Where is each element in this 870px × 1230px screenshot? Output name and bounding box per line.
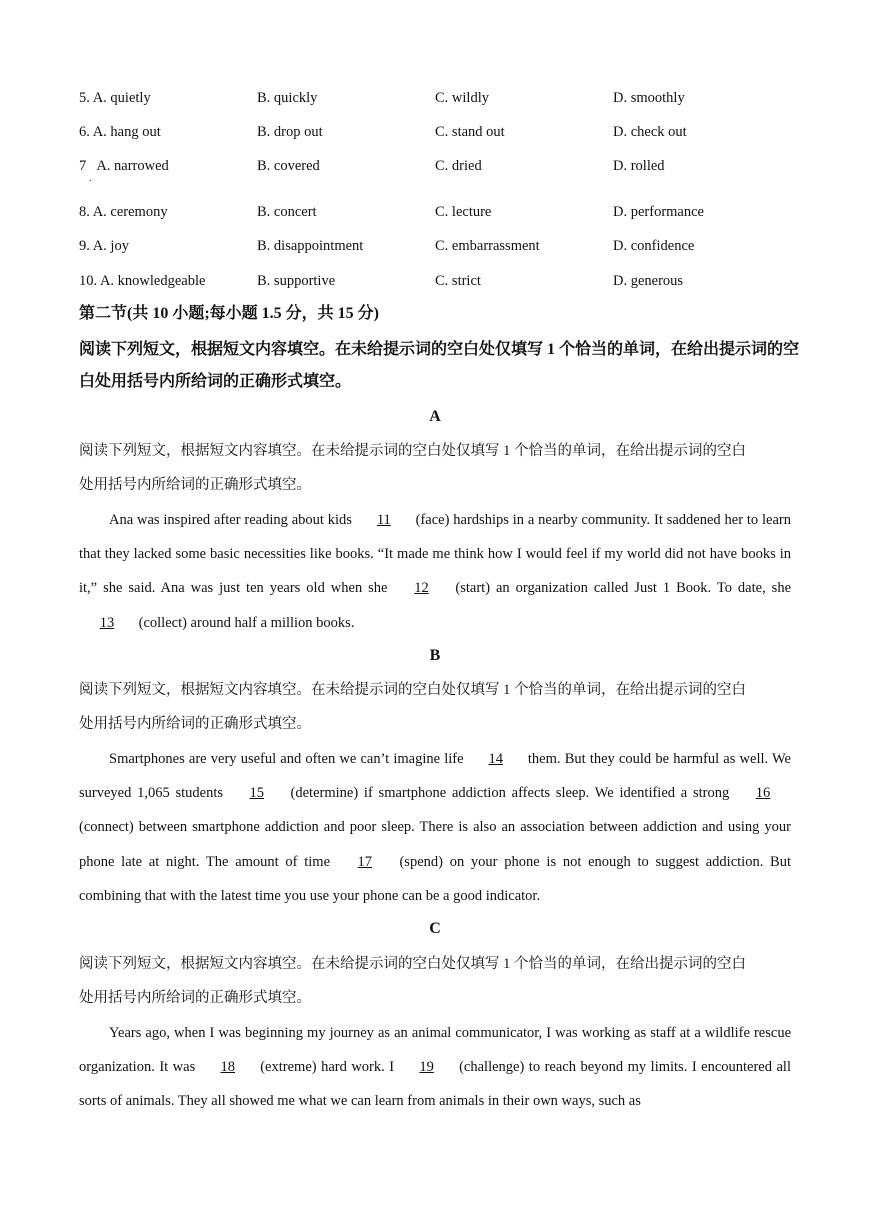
- option-c: C. lecture: [435, 204, 492, 220]
- option-b: B. drop out: [257, 124, 323, 140]
- option-a: 7 A. narrowed: [79, 158, 169, 174]
- passage-a-text: Ana was inspired after reading about kids 11 (face) hardships in a nearby community. It saddened her to learn that they lacked some basic necessities like books. “It made me think how I would feel if my world did not have books in it,” she said. Ana was just ten years old when she 12 (start) an organization called Just 1 Book. To date, she 13 (collect) around half a million books.: [79, 503, 791, 640]
- option-a: 5. A. quietly: [79, 90, 151, 106]
- option-d: D. rolled: [613, 158, 665, 174]
- option-d: D. generous: [613, 273, 684, 289]
- passage-instruction-line2: 处用括号内所给词的正确形式填空。: [79, 477, 311, 493]
- option-b: B. quickly: [257, 90, 318, 106]
- passage-instruction-line1: 阅读下列短文，根据短文内容填空。在未给提示词的空白处仅填写 1 个恰当的单词，在给出提示词的空白: [79, 443, 746, 459]
- option-row-6: [79, 124, 799, 144]
- blank-15[interactable]: 15: [249, 785, 265, 802]
- passage-instruction-line1: 阅读下列短文，根据短文内容填空。在未给提示词的空白处仅填写 1 个恰当的单词，在给出提示词的空白: [79, 956, 746, 972]
- stray-dot: .: [89, 173, 92, 184]
- option-a: 10. A. knowledgeable: [79, 273, 206, 289]
- option-row-7: [79, 158, 799, 184]
- option-c: C. wildly: [435, 90, 489, 106]
- option-row-5: [79, 90, 799, 110]
- passage-instruction-line1: 阅读下列短文，根据短文内容填空。在未给提示词的空白处仅填写 1 个恰当的单词，在给出提示词的空白: [79, 682, 746, 698]
- blank-18[interactable]: 18: [220, 1059, 235, 1076]
- option-row-10: [79, 273, 799, 293]
- option-d: D. smoothly: [613, 90, 685, 106]
- blank-11[interactable]: 11: [376, 512, 391, 528]
- option-a: 8. A. ceremony: [79, 204, 168, 220]
- blank-14[interactable]: 14: [488, 751, 503, 767]
- option-a: 6. A. hang out: [79, 124, 161, 140]
- passage-letter-a: A: [429, 408, 441, 425]
- blank-16[interactable]: 16: [755, 785, 771, 802]
- passage-letter-c: C: [429, 920, 441, 937]
- section-instructions: 阅读下列短文，根据短文内容填空。在未给提示词的空白处仅填写 1 个恰当的单词，在给出提示词的空白处用括号内所给词的正确形式填空。: [79, 341, 800, 390]
- passage-instruction-line2: 处用括号内所给词的正确形式填空。: [79, 716, 311, 732]
- passage-b-text: Smartphones are very useful and often we can’t imagine life 14 them. But they could be harmful as well. We surveyed 1,065 students 15 (determine) if smartphone addiction affects sleep. We identified a strong 16 (connect) between smartphone addiction and poor sleep. There is also an association between addiction and using your phone late at night. The amount of time 17 (spend) on your phone is not enough to suggest addiction. But combining that with the latest time you use your phone can be a good indicator.: [79, 742, 791, 913]
- blank-17[interactable]: 17: [357, 853, 372, 870]
- option-b: B. covered: [257, 158, 320, 174]
- blank-19[interactable]: 19: [419, 1059, 434, 1076]
- passage-instruction-line2: 处用括号内所给词的正确形式填空。: [79, 990, 311, 1006]
- blank-13[interactable]: 13: [99, 614, 115, 631]
- option-c: C. dried: [435, 158, 482, 174]
- passage-c-text: Years ago, when I was beginning my journey as an animal communicator, I was working as staff at a wildlife rescue organization. It was 18 (extreme) hard work. I 19 (challenge) to reach beyond my limits. I encountered all sorts of animals. They all showed me what we can learn from animals in their own ways, such as: [79, 1025, 791, 1110]
- section-title: 第二节(共 10 小题;每小题 1.5 分，共 15 分): [79, 305, 379, 322]
- option-c: C. embarrassment: [435, 238, 540, 254]
- option-b: B. disappointment: [257, 238, 364, 254]
- option-row-9: [79, 238, 799, 258]
- option-b: B. concert: [257, 204, 317, 220]
- passage-letter-b: B: [429, 647, 441, 664]
- blank-12[interactable]: 12: [414, 580, 429, 597]
- option-a: 9. A. joy: [79, 238, 129, 254]
- option-d: D. check out: [613, 124, 687, 140]
- option-d: D. confidence: [613, 238, 695, 254]
- option-row-8: [79, 204, 799, 224]
- option-d: D. performance: [613, 204, 704, 220]
- option-c: C. strict: [435, 273, 481, 289]
- option-b: B. supportive: [257, 273, 336, 289]
- option-c: C. stand out: [435, 124, 505, 140]
